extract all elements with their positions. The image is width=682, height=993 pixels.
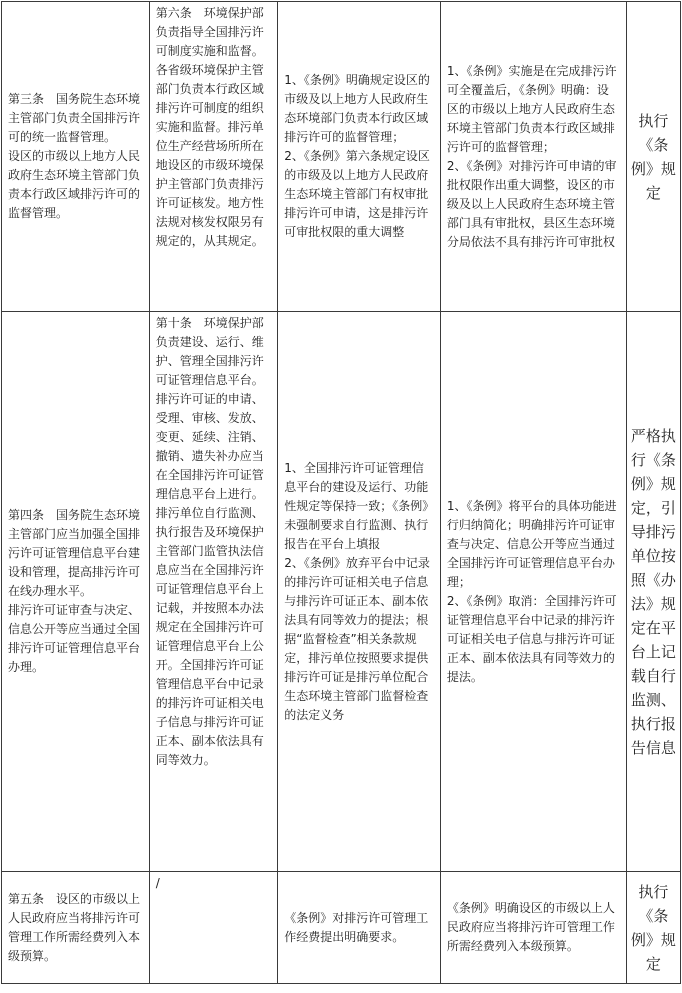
table-row [2, 872, 681, 984]
analysis-cell: 1、《条例》将平台的具体功能进行归纳简化；明确排污许可证审查与决定、信息公开等应当通过全国排污许可证管理信息平台办理； 2、《条例》取消：全国排污许可证管理信息平台中记录的排污许可证相关电子信息与排污许可证正本、副本依法具有同等效力的提法。 [440, 312, 626, 872]
difference-cell: 1、《条例》明确规定设区的市级及以上地方人民政府生态环境部门负责本行政区域排污许可的监督管理； 2、《条例》第六条规定设区的市级及以上地方人民政府生态环境主管部门有权审批排污许可申请，这是排污许可审批权限的重大调整 [278, 2, 441, 312]
measures-article-cell: 第十条 环境保护部负责建设、运行、维护、管理全国排污许可证管理信息平台。排污许可证的申请、受理、审核、发放、变更、延续、注销、撤销、遗失补办应当在全国排污许可证管理信息平台上进行。排污单位自行监测、执行报告及环境保护主管部门监管执法信息应当在全国排污许可证管理信息平台上记载，并按照本办法规定在全国排污许可证管理信息平台上公开。全国排污许可证管理信息平台中记录的排污许可证相关电子信息与排污许可证正本、副本依法具有同等效力。 [149, 312, 278, 872]
table-row [2, 312, 681, 872]
regulation-article-cell: 第五条 设区的市级以上人民政府应当将排污许可管理工作所需经费列入本级预算。 [2, 872, 150, 984]
comparison-table [1, 1, 681, 984]
analysis-cell: 《条例》明确设区的市级以上人民政府应当将排污许可管理工作所需经费列入本级预算。 [440, 872, 626, 984]
analysis-cell: 1、《条例》实施是在完成排污许可全覆盖后，《条例》明确：设区的市级以上地方人民政府生态环境主管部门负责本行政区域排污许可的监督管理； 2、《条例》对排污许可申请的审批权限作出重大调整，设区的市级及以上人民政府生态环境主管部门具有审批权，县区生态环境分局依法不具有排污许可审批权 [440, 2, 626, 312]
suggestion-cell: 严格执行《条例》规定，引导排污单位按照《办法》规定在平台上记载自行监测、执行报告信息 [626, 312, 680, 872]
suggestion-cell: 执行《条例》规定 [626, 872, 680, 984]
measures-article-cell: 第六条 环境保护部负责指导全国排污许可制度实施和监督。各省级环境保护主管部门负责本行政区域排污许可制度的组织实施和监督。排污单位生产经营场所所在地设区的市级环境保护主管部门负责排污许可证核发。地方性法规对核发权限另有规定的，从其规定。 [149, 2, 278, 312]
suggestion-cell: 执行《条例》规定 [626, 2, 680, 312]
table-row [2, 2, 681, 312]
difference-cell: 《条例》对排污许可管理工作经费提出明确要求。 [278, 872, 441, 984]
measures-article-cell: / [149, 872, 278, 984]
regulation-article-cell: 第四条 国务院生态环境主管部门应当加强全国排污许可证管理信息平台建设和管理，提高排污许可在线办理水平。 排污许可证审查与决定、信息公开等应当通过全国排污许可证管理信息平台办理。 [2, 312, 150, 872]
difference-cell: 1、全国排污许可证管理信息平台的建设及运行、功能性规定等保持一致；《条例》未强制要求自行监测、执行报告在平台上填报 2、《条例》放弃平台中记录的排污许可证相关电子信息与排污许可证正本、副本依法具有同等效力的提法；根据“监督检查”相关条款规定，排污单位按照要求提供排污许可证是排污单位配合生态环境主管部门监督检查的法定义务 [278, 312, 441, 872]
regulation-article-cell: 第三条 国务院生态环境主管部门负责全国排污许可的统一监督管理。 设区的市级以上地方人民政府生态环境主管部门负责本行政区域排污许可的监督管理。 [2, 2, 150, 312]
